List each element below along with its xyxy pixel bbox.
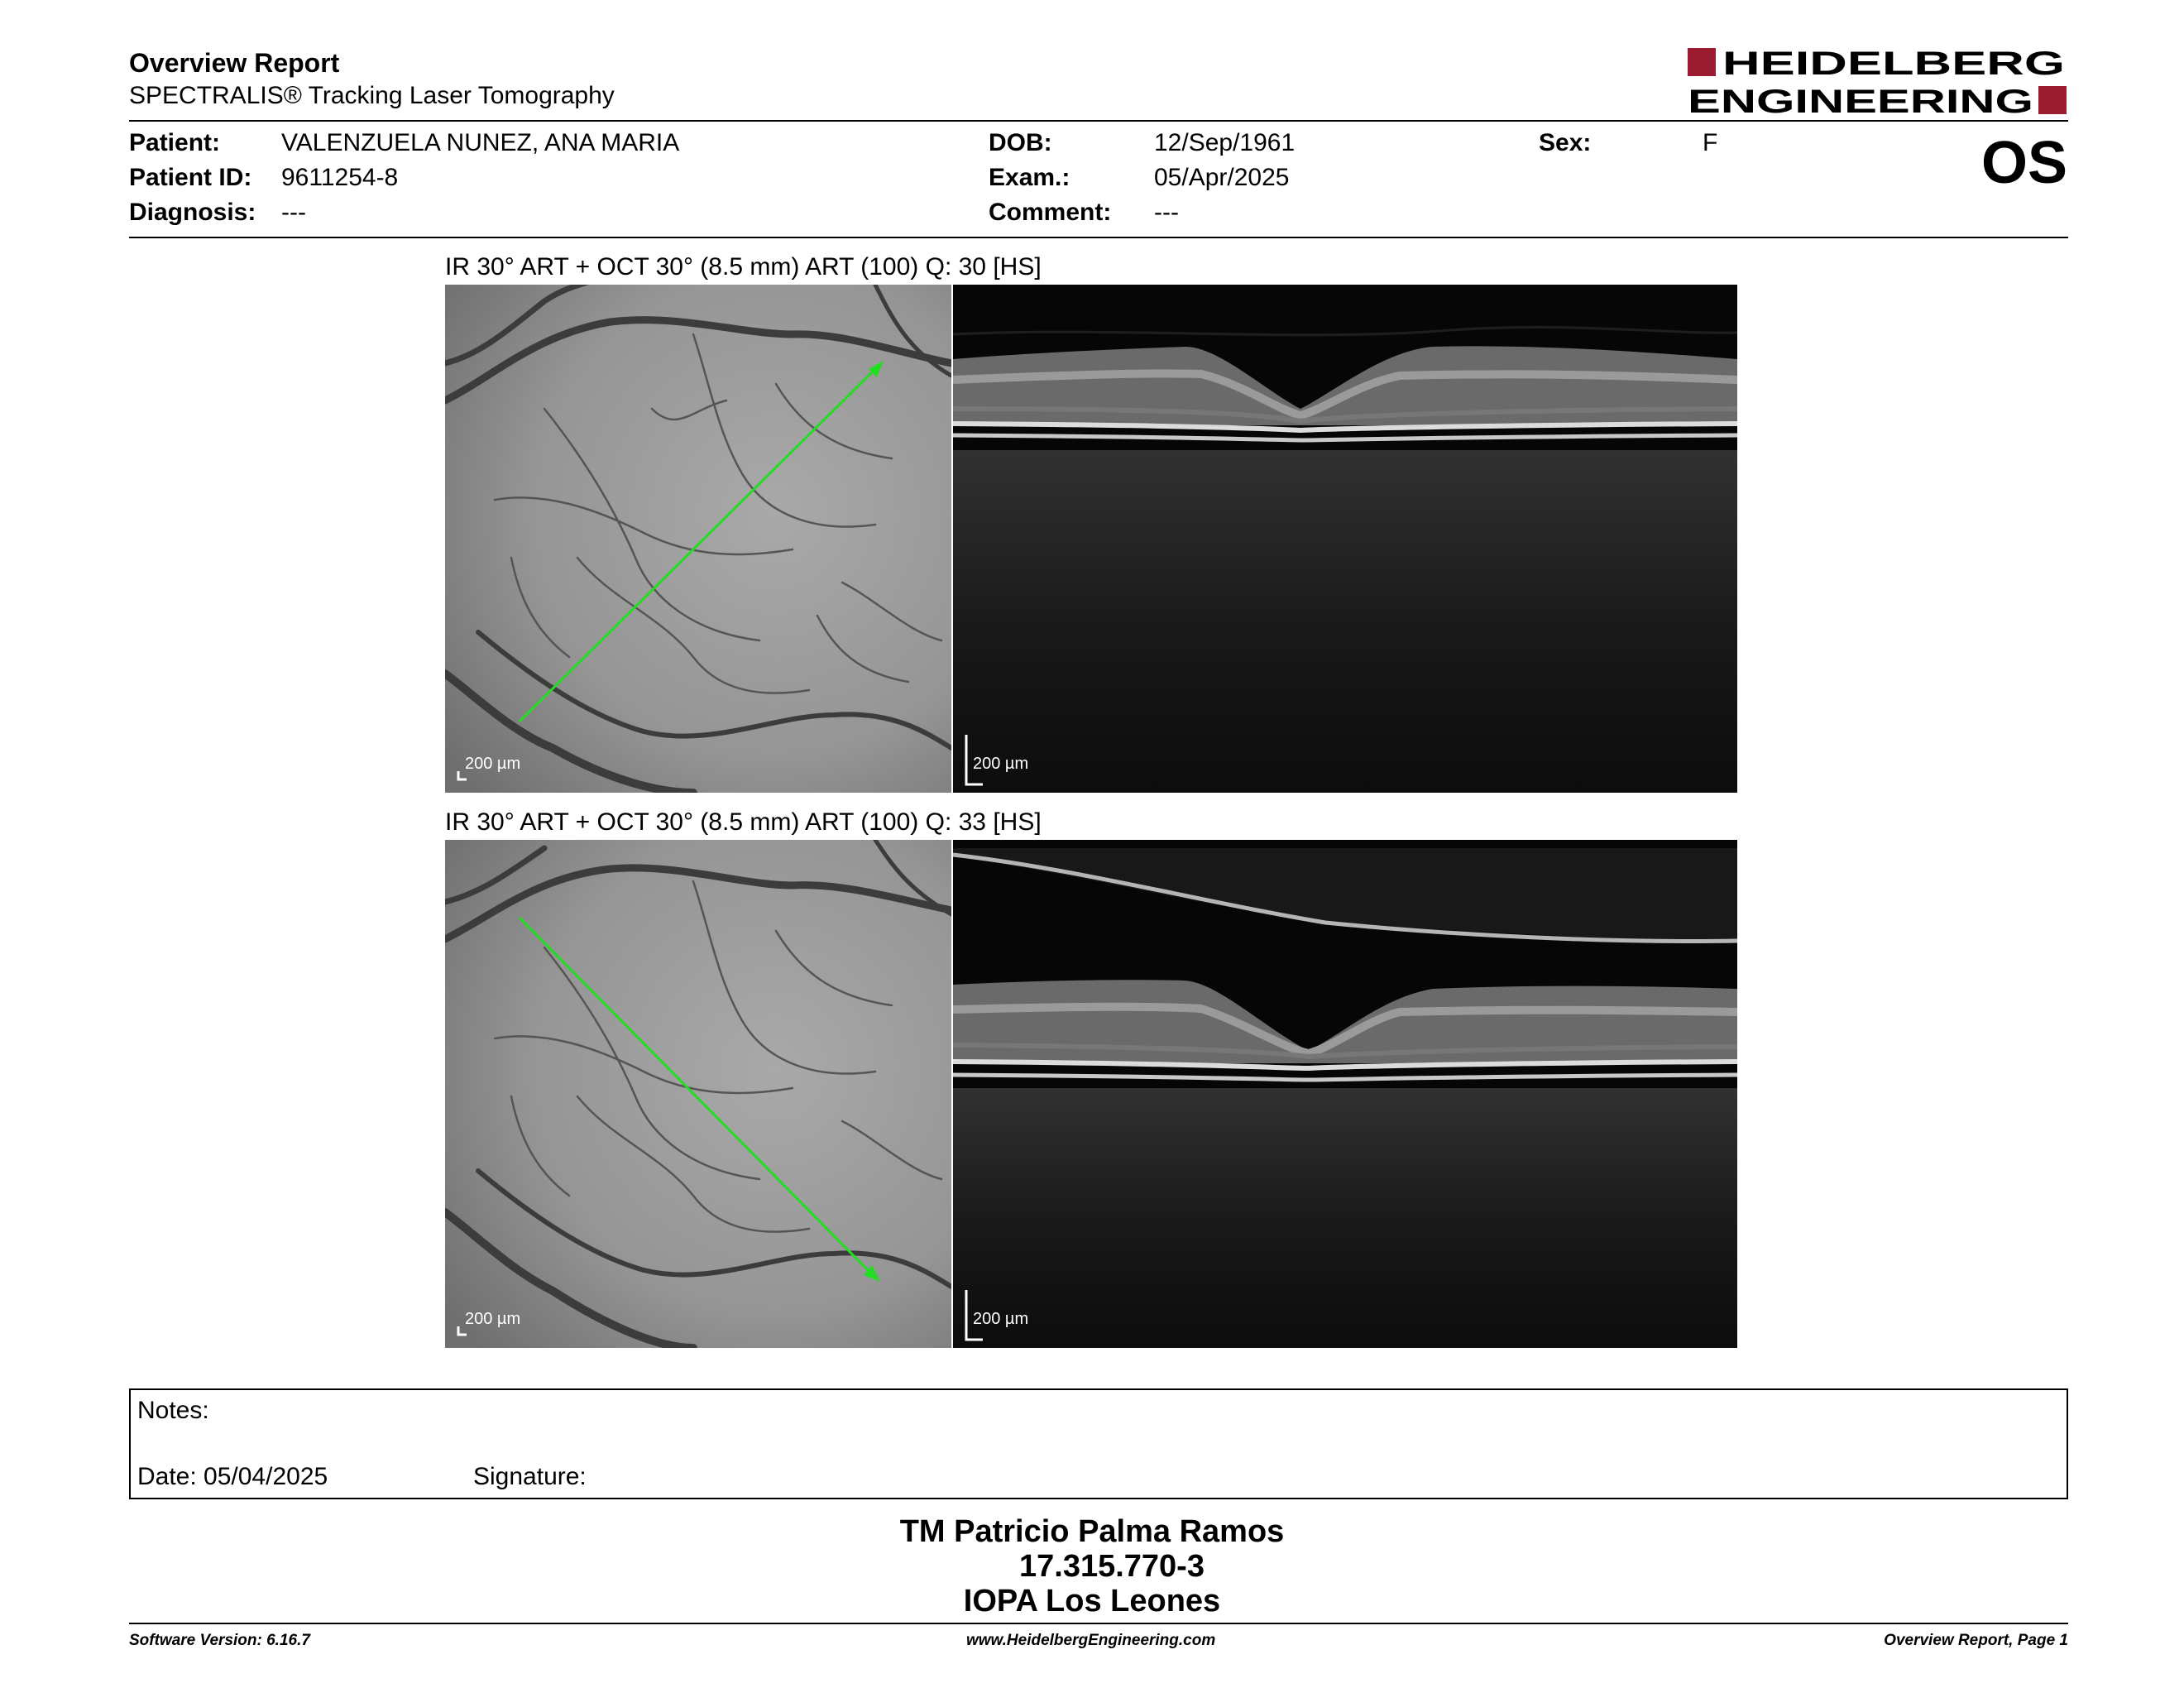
notes-label: Notes: [137, 1397, 209, 1424]
fundus-scale-1: 200 µm [465, 755, 521, 773]
dob-label: DOB: [989, 129, 1052, 156]
patient-divider [129, 237, 2068, 238]
patient-name: VALENZUELA NUNEZ, ANA MARIA [281, 129, 680, 156]
logo-line1: HEIDELBERG [1722, 46, 2065, 82]
comment-label: Comment: [989, 199, 1112, 226]
signature-label: Signature: [473, 1463, 587, 1490]
oct-scale-1: 200 µm [973, 755, 1029, 773]
oct-bscan-2 [953, 840, 1737, 1348]
signer-id: 17.315.770-3 [1019, 1549, 1205, 1584]
diagnosis-label: Diagnosis: [129, 199, 256, 226]
eye-indicator: OS [1980, 130, 2067, 196]
sex-value: F [1703, 129, 1718, 156]
comment-value: --- [1154, 199, 1179, 226]
heidelberg-logo [1688, 46, 2068, 117]
diagnosis-value: --- [281, 199, 306, 226]
website-link[interactable]: www.HeidelbergEngineering.com [966, 1632, 1216, 1649]
notes-box[interactable] [129, 1388, 2068, 1499]
footer-divider [129, 1623, 2068, 1624]
logo-line2: ENGINEERING [1688, 84, 2033, 117]
dob-value: 12/Sep/1961 [1154, 129, 1296, 156]
signer-name: TM Patricio Palma Ramos [899, 1514, 1285, 1549]
fundus-image-2 [445, 840, 951, 1348]
patient-id: 9611254-8 [281, 164, 399, 191]
scan-caption-1: IR 30° ART + OCT 30° (8.5 mm) ART (100) Q: 30 [HS] [445, 253, 1042, 281]
sex-label: Sex: [1539, 129, 1592, 156]
fundus-scale-2: 200 µm [465, 1310, 521, 1328]
report-subtitle: SPECTRALIS® Tracking Laser Tomography [129, 82, 615, 109]
scan-caption-2: IR 30° ART + OCT 30° (8.5 mm) ART (100) Q: 33 [HS] [445, 808, 1042, 836]
fundus-image-1 [445, 285, 951, 793]
page-number: Overview Report, Page 1 [1884, 1632, 2068, 1649]
notes-date: Date: 05/04/2025 [137, 1463, 328, 1490]
patient-label: Patient: [129, 129, 221, 156]
signer-institution: IOPA Los Leones [963, 1584, 1221, 1618]
header-divider [129, 120, 2068, 122]
report-title: Overview Report [129, 48, 340, 78]
oct-scale-2: 200 µm [973, 1310, 1029, 1328]
oct-bscan-1 [953, 285, 1737, 793]
exam-label: Exam.: [989, 164, 1070, 191]
software-version: Software Version: 6.16.7 [129, 1632, 310, 1649]
patient-id-label: Patient ID: [129, 164, 252, 191]
exam-value: 05/Apr/2025 [1154, 164, 1290, 191]
